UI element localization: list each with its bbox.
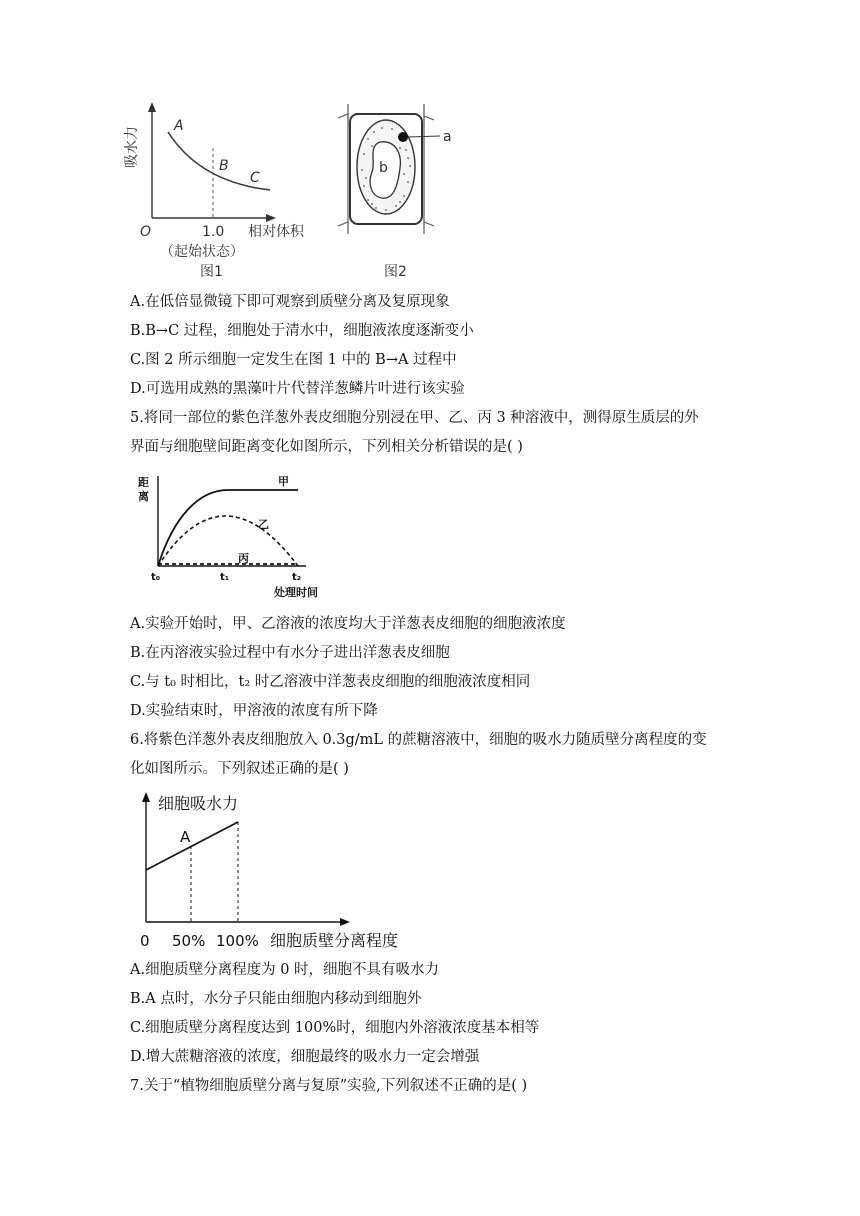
fig1-y-arrow [148,102,156,112]
q6-option-a: A.细胞质壁分离程度为 0 时，细胞不具有吸水力 [130,962,440,978]
q4-option-b: B.B→C 过程，细胞处于清水中，细胞液浓度逐渐变小 [130,323,474,339]
fig2-label-b: b [379,160,388,176]
q7-stem: 7.关于“植物细胞质壁分离与复原”实验,下列叙述不正确的是( ) [130,1078,528,1094]
fig2-pointer-line [408,136,440,137]
cell-wall-joint [424,116,434,120]
fig2-caption: 图2 [384,264,407,280]
cell-wall-joint [424,222,434,226]
q5-stem-line1: 5.将同一部位的紫色洋葱外表皮细胞分别浸在甲、乙、丙 3 种溶液中，测得原生质层的外 [130,410,699,426]
q6-point-a: A [180,828,191,846]
q6-xlabel: 细胞质壁分离程度 [270,931,399,950]
cell-wall-joint [338,114,348,118]
q5-tick-t1: t₁ [220,572,230,580]
fig1-point-c: C [250,170,260,186]
figure-1 [120,100,330,285]
figure-2 [338,104,468,284]
q5-series-yi-line [158,516,298,566]
q6-y-arrow [142,792,150,802]
q5-ylabel-1: 距 [138,476,149,489]
q6-stem-line2: 化如图所示。下列叙述正确的是( ) [130,761,349,777]
q5-option-b: B.在丙溶液实验过程中有水分子进出洋葱表皮细胞 [130,645,450,661]
q6-x-arrow [340,918,350,926]
fig1-origin: O [140,224,152,240]
q5-series-yi-label: 乙 [258,518,269,531]
q6-ylabel: 细胞吸水力 [158,794,239,813]
q6-option-d: D.增大蔗糖溶液的浓度，细胞最终的吸水力一定会增强 [130,1049,480,1065]
cell-wall-joint [338,222,348,226]
q5-option-c: C.与 t₀ 时相比，t₂ 时乙溶液中洋葱表皮细胞的细胞液浓度相同 [130,674,531,690]
fig1-point-b: B [219,158,229,174]
q5-option-a: A.实验开始时，甲、乙溶液的浓度均大于洋葱表皮细胞的细胞液浓度 [130,616,566,632]
fig1-ylabel: 吸水力 [124,126,140,168]
fig1-xlabel: 相对体积 [248,224,304,240]
q4-option-a: A.在低倍显微镜下即可观察到质壁分离及复原现象 [130,294,450,310]
q5-ylabel-2: 离 [138,490,149,503]
q6-tick-0: 0 [140,932,150,950]
q5-chart [128,470,318,580]
fig2-label-a: a [443,129,452,145]
fig1-tick: 1.0 [202,224,225,240]
nucleus [398,132,408,142]
q5-tick-t0: t₀ [151,572,161,580]
q6-stem-line1: 6.将紫色洋葱外表皮细胞放入 0.3g/mL 的蔗糖溶液中，细胞的吸水力随质壁分离程度的变 [130,732,707,748]
q5-series-bing-label: 丙 [238,552,249,565]
fig1-point-a: A [174,118,184,134]
q6-tick-50: 50% [172,932,206,950]
q5-tick-t2: t₂ [292,572,302,580]
q5-series-jia-line [158,490,298,566]
q4-option-d: D.可选用成熟的黑藻叶片代替洋葱鳞片叶进行该实验 [130,381,465,397]
q4-option-c: C.图 2 所示细胞一定发生在图 1 中的 B→A 过程中 [130,352,457,368]
q5-series-jia-label: 甲 [278,475,289,488]
fig1-tick-note: （起始状态） [160,244,244,260]
q5-stem-line2: 界面与细胞壁间距离变化如图所示，下列相关分析错误的是( ) [130,439,523,455]
q6-chart [130,788,430,953]
q5-xlabel: 处理时间 [274,586,318,599]
q5-option-d: D.实验结束时，甲溶液的浓度有所下降 [130,703,378,719]
q6-tick-100: 100% [216,932,259,950]
q6-curve [146,822,238,870]
q6-option-c: C.细胞质壁分离程度达到 100%时，细胞内外溶液浓度基本相等 [130,1020,540,1036]
q6-option-b: B.A 点时，水分子只能由细胞内移动到细胞外 [130,991,422,1007]
fig1-x-arrow [266,214,276,222]
fig1-caption: 图1 [200,264,223,280]
